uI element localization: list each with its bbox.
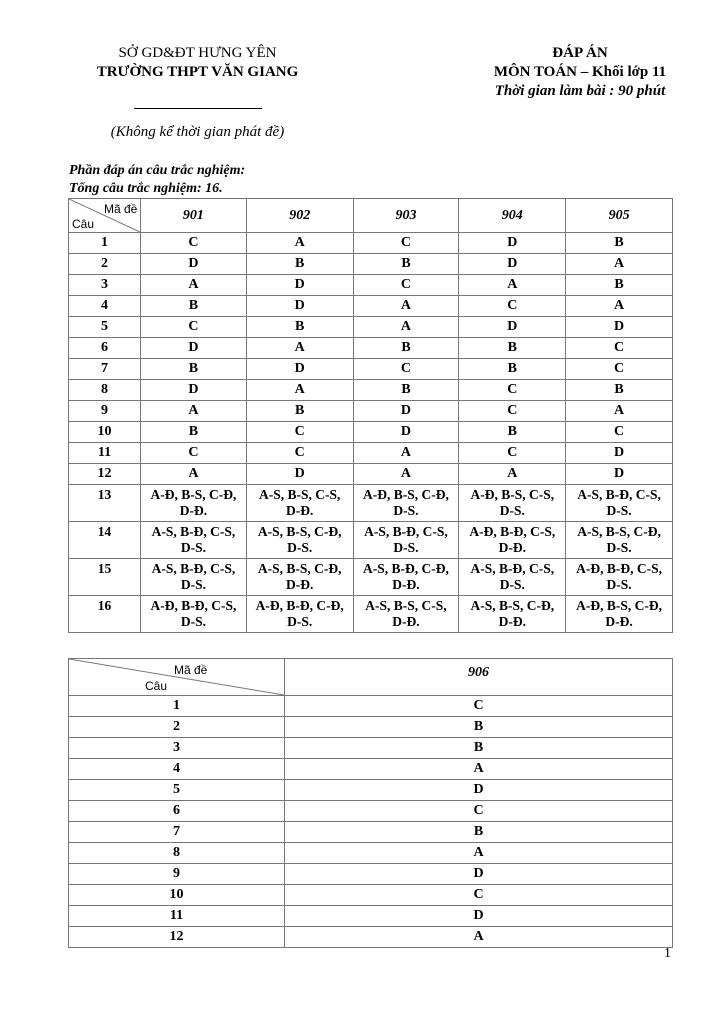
- answer-line: A-Đ, B-S, C-S,: [470, 487, 555, 502]
- answer-line: D-Đ.: [286, 577, 314, 592]
- table-row: [69, 927, 673, 948]
- exam-code-header: 906: [285, 659, 673, 696]
- answer-cell: C: [141, 233, 247, 254]
- answer-line: A-S, B-Đ, C-S,: [151, 524, 236, 539]
- answer-cell: C: [353, 233, 459, 254]
- answer-cell: A: [353, 443, 459, 464]
- answer-cell: C: [566, 338, 673, 359]
- question-number: 4: [69, 296, 141, 317]
- question-number: 3: [69, 738, 285, 759]
- answer-cell-multi: [566, 522, 673, 559]
- answer-line: A-Đ, B-Đ, C-S,: [150, 598, 237, 613]
- answer-cell: B: [285, 738, 673, 759]
- answer-cell: B: [459, 359, 566, 380]
- table-row: [69, 717, 673, 738]
- answer-cell: C: [459, 380, 566, 401]
- department-name: SỞ GD&ĐT HƯNG YÊN: [118, 45, 277, 61]
- question-number: 7: [69, 359, 141, 380]
- answer-cell-multi: [353, 596, 459, 633]
- table-row: [69, 254, 673, 275]
- answer-cell-multi: [353, 485, 459, 522]
- corner-diagonal: [69, 199, 140, 232]
- question-number: 12: [69, 464, 141, 485]
- answer-cell: B: [285, 822, 673, 843]
- answer-cell-multi: [246, 522, 353, 559]
- answer-cell-multi: [141, 596, 247, 633]
- question-number: 7: [69, 822, 285, 843]
- answer-line: D-S.: [180, 540, 206, 555]
- question-number: 11: [69, 906, 285, 927]
- question-number: 11: [69, 443, 141, 464]
- answer-cell: D: [566, 317, 673, 338]
- answer-cell: A: [141, 275, 247, 296]
- answer-cell: D: [459, 317, 566, 338]
- corner-header-cell: [69, 659, 285, 696]
- answer-cell: A: [566, 254, 673, 275]
- answer-cell-multi: [141, 522, 247, 559]
- table-row: [69, 464, 673, 485]
- answer-line: D-S.: [180, 577, 206, 592]
- intro-block: [69, 162, 245, 198]
- answer-cell: C: [353, 275, 459, 296]
- intro-total-count: Tổng câu trắc nghiệm: 16.: [69, 181, 223, 196]
- answer-line: D-Đ.: [392, 614, 420, 629]
- answer-line: D-Đ.: [498, 540, 526, 555]
- answer-line: A-S, B-Đ, C-S,: [470, 561, 555, 576]
- answer-cell-multi: [141, 485, 247, 522]
- answer-cell: C: [141, 317, 247, 338]
- answer-line: A-S, B-Đ, C-S,: [577, 487, 661, 502]
- question-number: 1: [69, 696, 285, 717]
- table-row: [69, 296, 673, 317]
- answer-line: D-Đ.: [286, 503, 314, 518]
- table-row: [69, 275, 673, 296]
- question-number: 10: [69, 422, 141, 443]
- table-header-row: [69, 199, 673, 233]
- table-row: [69, 443, 673, 464]
- answer-line: A-S, B-S, C-S,: [259, 487, 341, 502]
- answer-cell: A: [566, 296, 673, 317]
- answer-cell: D: [141, 338, 247, 359]
- answer-cell-multi: [459, 596, 566, 633]
- answer-line: D-Đ.: [392, 577, 420, 592]
- answer-cell: D: [285, 906, 673, 927]
- answer-cell: B: [353, 338, 459, 359]
- table-row: [69, 233, 673, 254]
- time-note: (Không kể thời gian phát đề): [110, 124, 285, 140]
- answer-line: D-S.: [606, 503, 632, 518]
- answer-cell: C: [566, 359, 673, 380]
- answer-cell: B: [459, 338, 566, 359]
- table-row: [69, 843, 673, 864]
- answer-line: A-S, B-S, C-S,: [365, 598, 447, 613]
- answer-cell: D: [246, 464, 353, 485]
- question-number: 9: [69, 401, 141, 422]
- answer-cell: D: [353, 401, 459, 422]
- answer-cell: C: [285, 696, 673, 717]
- answer-cell: D: [246, 275, 353, 296]
- answer-cell: D: [459, 254, 566, 275]
- question-number: 8: [69, 843, 285, 864]
- answer-cell: C: [285, 885, 673, 906]
- exam-code-header: 905: [566, 199, 673, 233]
- table-row: [69, 780, 673, 801]
- question-number: 10: [69, 885, 285, 906]
- table-row: [69, 596, 673, 633]
- answer-cell: A: [246, 338, 353, 359]
- answer-table-secondary: [68, 658, 673, 948]
- question-number: 6: [69, 338, 141, 359]
- answer-cell: D: [285, 780, 673, 801]
- answer-cell: B: [246, 317, 353, 338]
- answer-cell: C: [459, 443, 566, 464]
- answer-cell: A: [353, 296, 459, 317]
- answer-line: D-S.: [393, 540, 419, 555]
- answer-cell: A: [353, 464, 459, 485]
- question-number: 3: [69, 275, 141, 296]
- answer-cell: A: [285, 759, 673, 780]
- table-row: [69, 359, 673, 380]
- answer-cell: D: [246, 359, 353, 380]
- answer-cell-multi: [353, 522, 459, 559]
- answer-cell-multi: [566, 559, 673, 596]
- answer-line: A-S, B-Đ, C-Đ,: [363, 561, 449, 576]
- question-number: 1: [69, 233, 141, 254]
- duration-line: Thời gian làm bài : 90 phút: [494, 83, 666, 99]
- question-number: 5: [69, 317, 141, 338]
- subject-line: MÔN TOÁN – Khối lớp 11: [493, 64, 667, 80]
- intro-section-title: Phần đáp án câu trắc nghiệm:: [69, 163, 246, 178]
- answer-line: A-Đ, B-S, C-Đ,: [363, 487, 449, 502]
- answer-cell: A: [246, 233, 353, 254]
- header-right: [440, 44, 720, 101]
- answer-line: D-S.: [393, 503, 419, 518]
- answer-cell: B: [246, 401, 353, 422]
- answer-cell: D: [566, 464, 673, 485]
- page-number: 1: [664, 946, 671, 961]
- table-row: [69, 864, 673, 885]
- code-label: Mã đề: [174, 663, 208, 677]
- answer-line: D-S.: [287, 540, 313, 555]
- answer-line: D-S.: [606, 577, 632, 592]
- answer-cell: B: [353, 380, 459, 401]
- answer-cell: A: [353, 317, 459, 338]
- answer-line: A-S, B-Đ, C-S,: [364, 524, 448, 539]
- question-number: 16: [69, 596, 141, 633]
- question-number: 13: [69, 485, 141, 522]
- question-number: 5: [69, 780, 285, 801]
- answer-line: A-Đ, B-Đ, C-Đ,: [255, 598, 344, 613]
- answer-cell: C: [246, 422, 353, 443]
- header-left: [70, 44, 325, 141]
- answer-cell: B: [246, 254, 353, 275]
- answer-cell: A: [141, 464, 247, 485]
- answer-cell-multi: [566, 596, 673, 633]
- answer-cell: A: [566, 401, 673, 422]
- answer-cell: A: [285, 927, 673, 948]
- table-row: [69, 422, 673, 443]
- answer-cell-multi: [353, 559, 459, 596]
- answer-cell: B: [566, 233, 673, 254]
- answer-cell: D: [141, 254, 247, 275]
- answer-line: A-Đ, B-S, C-Đ,: [576, 598, 663, 613]
- answer-line: D-S.: [499, 577, 525, 592]
- answer-cell: D: [459, 233, 566, 254]
- table-row: [69, 380, 673, 401]
- answer-cell-multi: [246, 485, 353, 522]
- answer-cell: B: [353, 254, 459, 275]
- table-row: [69, 906, 673, 927]
- answer-cell: B: [566, 275, 673, 296]
- table-row: [69, 401, 673, 422]
- table-row: [69, 885, 673, 906]
- answer-cell: D: [353, 422, 459, 443]
- document-title: ĐÁP ÁN: [552, 45, 608, 61]
- answer-cell: C: [459, 296, 566, 317]
- corner-header-cell: [69, 199, 141, 233]
- answer-cell: B: [141, 296, 247, 317]
- answer-cell: B: [285, 717, 673, 738]
- answer-line: A-Đ, B-S, C-Đ,: [150, 487, 237, 502]
- divider-rule: [134, 108, 262, 109]
- table-row: [69, 522, 673, 559]
- answer-line: A-S, B-Đ, C-S,: [151, 561, 236, 576]
- school-name: TRƯỜNG THPT VĂN GIANG: [96, 64, 299, 80]
- answer-cell: D: [285, 864, 673, 885]
- table-row: [69, 738, 673, 759]
- exam-code-header: 904: [459, 199, 566, 233]
- question-number: 2: [69, 717, 285, 738]
- answer-line: D-S.: [287, 614, 313, 629]
- answer-cell: C: [459, 401, 566, 422]
- question-number: 8: [69, 380, 141, 401]
- answer-cell: C: [353, 359, 459, 380]
- question-number: 15: [69, 559, 141, 596]
- exam-code-header: 903: [353, 199, 459, 233]
- answer-line: A-Đ, B-Đ, C-S,: [576, 561, 663, 576]
- question-label: Câu: [72, 217, 95, 231]
- answer-cell: A: [285, 843, 673, 864]
- code-label: Mã đề: [104, 202, 138, 216]
- answer-cell-multi: [141, 559, 247, 596]
- table-row: [69, 696, 673, 717]
- answer-line: A-S, B-S, C-Đ,: [470, 598, 555, 613]
- answer-cell: C: [141, 443, 247, 464]
- answer-line: D-Đ.: [179, 503, 208, 518]
- question-number: 2: [69, 254, 141, 275]
- answer-cell: C: [246, 443, 353, 464]
- question-number: 9: [69, 864, 285, 885]
- table-row: [69, 485, 673, 522]
- table-row: [69, 559, 673, 596]
- answer-line: A-Đ, B-Đ, C-S,: [469, 524, 556, 539]
- answer-line: A-S, B-S, C-Đ,: [257, 561, 342, 576]
- corner-diagonal: [69, 659, 284, 695]
- answer-line: D-S.: [606, 540, 632, 555]
- question-number: 4: [69, 759, 285, 780]
- answer-cell: B: [141, 359, 247, 380]
- answer-cell: C: [566, 422, 673, 443]
- answer-cell-multi: [246, 596, 353, 633]
- answer-line: D-S.: [499, 503, 525, 518]
- answer-cell-multi: [459, 559, 566, 596]
- answer-cell: B: [141, 422, 247, 443]
- table-header-row: [69, 659, 673, 696]
- table-row: [69, 317, 673, 338]
- answer-cell: A: [459, 275, 566, 296]
- answer-line: A-S, B-S, C-Đ,: [257, 524, 342, 539]
- answer-cell-multi: [246, 559, 353, 596]
- answer-cell: D: [566, 443, 673, 464]
- answer-cell: A: [246, 380, 353, 401]
- answer-cell: B: [459, 422, 566, 443]
- question-number: 14: [69, 522, 141, 559]
- question-number: 6: [69, 801, 285, 822]
- answer-cell: A: [459, 464, 566, 485]
- question-label: Câu: [145, 679, 168, 693]
- exam-code-header: 901: [141, 199, 247, 233]
- answer-cell: D: [246, 296, 353, 317]
- exam-code-header: 902: [246, 199, 353, 233]
- answer-cell-multi: [566, 485, 673, 522]
- answer-cell: D: [141, 380, 247, 401]
- answer-line: D-Đ.: [498, 614, 526, 629]
- answer-cell: B: [566, 380, 673, 401]
- answer-line: D-S.: [180, 614, 206, 629]
- answer-cell: C: [285, 801, 673, 822]
- answer-line: D-Đ.: [605, 614, 633, 629]
- answer-cell-multi: [459, 522, 566, 559]
- table-row: [69, 801, 673, 822]
- answer-table-main: [68, 198, 673, 633]
- answer-line: A-S, B-S, C-Đ,: [577, 524, 661, 539]
- table-row: [69, 338, 673, 359]
- answer-cell: A: [141, 401, 247, 422]
- question-number: 12: [69, 927, 285, 948]
- answer-cell-multi: [459, 485, 566, 522]
- table-row: [69, 759, 673, 780]
- table-row: [69, 822, 673, 843]
